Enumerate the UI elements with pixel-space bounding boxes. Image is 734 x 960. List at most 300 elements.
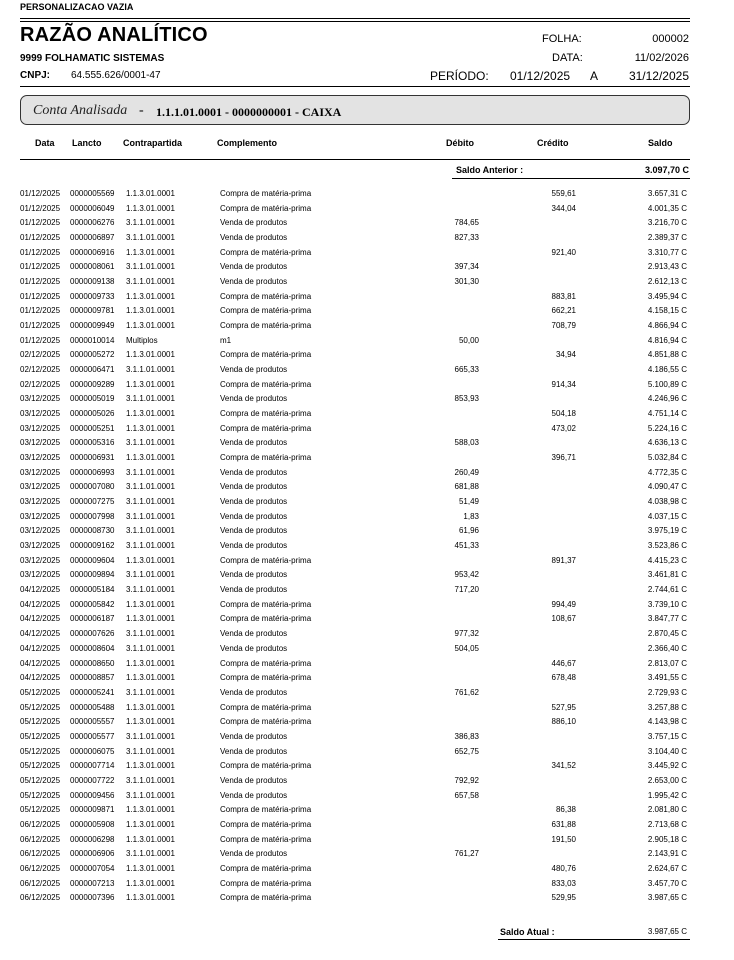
row-date: 01/12/2025 xyxy=(20,218,61,228)
row-contrapartida: 1.1.3.01.0001 xyxy=(126,247,175,257)
table-row xyxy=(0,363,734,378)
table-row xyxy=(0,348,734,363)
row-debito: 51,49 xyxy=(458,497,479,507)
row-saldo: 4.038,98 C xyxy=(647,497,687,507)
row-saldo: 2.366,40 C xyxy=(647,643,687,653)
cnpj-label: CNPJ: xyxy=(20,70,51,81)
row-lancto: 0000009456 xyxy=(70,790,115,800)
row-date: 01/12/2025 xyxy=(20,189,61,198)
row-contrapartida: 3.1.1.01.0001 xyxy=(126,277,175,287)
row-date: 03/12/2025 xyxy=(20,453,61,463)
row-contrapartida: 1.1.3.01.0001 xyxy=(126,893,175,903)
row-contrapartida: 1.1.3.01.0001 xyxy=(126,453,175,463)
column-header-rule xyxy=(20,159,690,160)
row-lancto: 0000006916 xyxy=(70,247,115,257)
row-complemento: Compra de matéria-prima xyxy=(220,189,312,198)
table-row xyxy=(0,627,734,642)
row-debito: 652,75 xyxy=(454,746,479,756)
row-complemento: Compra de matéria-prima xyxy=(220,893,312,903)
row-lancto: 0000005184 xyxy=(70,585,115,595)
row-complemento: Venda de produtos xyxy=(220,218,288,228)
row-lancto: 0000007998 xyxy=(70,511,115,521)
row-complemento: Venda de produtos xyxy=(220,731,288,741)
row-date: 05/12/2025 xyxy=(20,717,61,727)
period-end: 31/12/2025 xyxy=(628,69,689,83)
row-complemento: Venda de produtos xyxy=(220,687,288,697)
row-date: 06/12/2025 xyxy=(20,878,61,888)
row-date: 03/12/2025 xyxy=(20,526,61,536)
header-bottom-rule xyxy=(20,86,690,87)
row-debito: 681,88 xyxy=(454,482,479,492)
saldo-atual-value: 3.987,65 C xyxy=(647,927,687,936)
row-lancto: 0000005908 xyxy=(70,819,115,829)
row-contrapartida: 3.1.1.01.0001 xyxy=(126,731,175,741)
row-credito: 559,61 xyxy=(551,189,576,198)
saldo-anterior-value: 3.097,70 C xyxy=(644,165,689,175)
row-saldo: 3.847,77 C xyxy=(647,614,687,624)
row-complemento: Compra de matéria-prima xyxy=(220,805,312,815)
row-credito: 994,49 xyxy=(551,599,576,609)
row-lancto: 0000007054 xyxy=(70,863,115,873)
row-lancto: 0000008857 xyxy=(70,673,115,683)
table-row xyxy=(0,319,734,334)
row-saldo: 4.415,23 C xyxy=(647,555,687,565)
row-saldo: 1.995,42 C xyxy=(647,790,687,800)
row-credito: 344,04 xyxy=(551,203,576,213)
row-lancto: 0000008650 xyxy=(70,658,115,668)
row-complemento: Compra de matéria-prima xyxy=(220,291,312,301)
row-contrapartida: 3.1.1.01.0001 xyxy=(126,629,175,639)
table-row xyxy=(0,891,734,906)
period-label: PERÍODO: xyxy=(430,69,489,83)
row-date: 06/12/2025 xyxy=(20,849,61,859)
row-lancto: 0000005251 xyxy=(70,423,115,433)
row-complemento: Compra de matéria-prima xyxy=(220,614,312,624)
table-row xyxy=(0,715,734,730)
row-complemento: Compra de matéria-prima xyxy=(220,599,312,609)
row-saldo: 3.975,19 C xyxy=(647,526,687,536)
row-credito: 480,76 xyxy=(551,863,576,873)
period-separator: A xyxy=(590,69,599,83)
row-complemento: Compra de matéria-prima xyxy=(220,247,312,257)
table-row xyxy=(0,480,734,495)
row-lancto: 0000007275 xyxy=(70,497,115,507)
row-saldo: 2.081,80 C xyxy=(647,805,687,815)
row-complemento: Venda de produtos xyxy=(220,497,288,507)
row-contrapartida: 1.1.3.01.0001 xyxy=(126,306,175,316)
column-header-credito: Crédito xyxy=(537,138,569,148)
row-date: 03/12/2025 xyxy=(20,438,61,448)
table-row xyxy=(0,568,734,583)
row-lancto: 0000007626 xyxy=(70,629,115,639)
period-start: 01/12/2025 xyxy=(510,69,571,83)
row-complemento: Venda de produtos xyxy=(220,467,288,477)
row-complemento: Venda de produtos xyxy=(220,541,288,551)
personalization-label: PERSONALIZACAO VAZIA xyxy=(20,2,134,12)
row-saldo: 3.987,65 C xyxy=(647,893,687,903)
row-saldo: 4.772,35 C xyxy=(647,467,687,477)
row-date: 05/12/2025 xyxy=(20,746,61,756)
row-debito: 260,49 xyxy=(454,467,479,477)
table-row xyxy=(0,612,734,627)
row-contrapartida: 1.1.3.01.0001 xyxy=(126,409,175,419)
table-row xyxy=(0,510,734,525)
row-lancto: 0000009733 xyxy=(70,291,115,301)
row-lancto: 0000008730 xyxy=(70,526,115,536)
row-complemento: Compra de matéria-prima xyxy=(220,834,312,844)
table-row xyxy=(0,524,734,539)
row-saldo: 3.257,88 C xyxy=(647,702,687,712)
row-date: 01/12/2025 xyxy=(20,321,61,331)
folha-value: 000002 xyxy=(652,33,689,45)
table-row xyxy=(0,583,734,598)
row-complemento: Venda de produtos xyxy=(220,438,288,448)
row-date: 02/12/2025 xyxy=(20,350,61,360)
table-row xyxy=(0,451,734,466)
row-lancto: 0000007396 xyxy=(70,893,115,903)
folha-label: FOLHA: xyxy=(542,33,582,45)
row-contrapartida: 3.1.1.01.0001 xyxy=(126,365,175,375)
table-row xyxy=(0,378,734,393)
row-saldo: 4.866,94 C xyxy=(647,321,687,331)
row-contrapartida: 1.1.3.01.0001 xyxy=(126,834,175,844)
row-saldo: 3.310,77 C xyxy=(647,247,687,257)
row-saldo: 4.246,96 C xyxy=(647,394,687,404)
row-debito: 61,96 xyxy=(458,526,479,536)
row-lancto: 0000006075 xyxy=(70,746,115,756)
row-lancto: 0000006187 xyxy=(70,614,115,624)
row-date: 03/12/2025 xyxy=(20,497,61,507)
row-lancto: 0000006298 xyxy=(70,834,115,844)
row-saldo: 2.143,91 C xyxy=(647,849,687,859)
row-lancto: 0000006906 xyxy=(70,849,115,859)
row-lancto: 0000009162 xyxy=(70,541,115,551)
row-lancto: 0000010014 xyxy=(70,335,115,345)
row-debito: 977,32 xyxy=(454,629,479,639)
row-lancto: 0000006993 xyxy=(70,467,115,477)
row-saldo: 2.653,00 C xyxy=(647,775,687,785)
row-credito: 341,52 xyxy=(551,761,576,771)
row-contrapartida: 3.1.1.01.0001 xyxy=(126,570,175,580)
row-contrapartida: 3.1.1.01.0001 xyxy=(126,233,175,243)
row-contrapartida: 3.1.1.01.0001 xyxy=(126,849,175,859)
table-row xyxy=(0,304,734,319)
row-date: 04/12/2025 xyxy=(20,599,61,609)
row-date: 05/12/2025 xyxy=(20,775,61,785)
table-row xyxy=(0,759,734,774)
saldo-anterior-rule xyxy=(452,178,690,179)
row-date: 06/12/2025 xyxy=(20,863,61,873)
table-row xyxy=(0,642,734,657)
account-separator: - xyxy=(139,103,144,118)
row-contrapartida: 3.1.1.01.0001 xyxy=(126,687,175,697)
row-contrapartida: 1.1.3.01.0001 xyxy=(126,321,175,331)
row-complemento: Compra de matéria-prima xyxy=(220,878,312,888)
row-saldo: 2.813,07 C xyxy=(647,658,687,668)
header-top-rule-2 xyxy=(20,21,690,22)
row-complemento: Venda de produtos xyxy=(220,790,288,800)
row-credito: 631,88 xyxy=(551,819,576,829)
table-row xyxy=(0,290,734,305)
row-complemento: Venda de produtos xyxy=(220,394,288,404)
column-header-contrapartida: Contrapartida xyxy=(123,138,183,148)
row-contrapartida: 3.1.1.01.0001 xyxy=(126,511,175,521)
row-credito: 921,40 xyxy=(551,247,576,257)
row-date: 03/12/2025 xyxy=(20,570,61,580)
row-lancto: 0000006276 xyxy=(70,218,115,228)
row-contrapartida: 1.1.3.01.0001 xyxy=(126,878,175,888)
row-saldo: 5.032,84 C xyxy=(647,453,687,463)
row-date: 06/12/2025 xyxy=(20,819,61,829)
row-debito: 761,62 xyxy=(454,687,479,697)
row-contrapartida: 3.1.1.01.0001 xyxy=(126,262,175,272)
row-date: 01/12/2025 xyxy=(20,262,61,272)
row-lancto: 0000005842 xyxy=(70,599,115,609)
column-header-complemento: Complemento xyxy=(217,138,278,148)
row-debito: 504,05 xyxy=(454,643,479,653)
row-date: 05/12/2025 xyxy=(20,687,61,697)
table-row xyxy=(0,774,734,789)
row-date: 01/12/2025 xyxy=(20,306,61,316)
row-complemento: Venda de produtos xyxy=(220,511,288,521)
table-row xyxy=(0,686,734,701)
account-value: 1.1.1.01.0001 - 0000000001 - CAIXA xyxy=(156,105,342,119)
row-credito: 708,79 xyxy=(551,321,576,331)
row-date: 05/12/2025 xyxy=(20,761,61,771)
row-complemento: Venda de produtos xyxy=(220,585,288,595)
row-complemento: Compra de matéria-prima xyxy=(220,863,312,873)
row-contrapartida: 3.1.1.01.0001 xyxy=(126,467,175,477)
row-contrapartida: 3.1.1.01.0001 xyxy=(126,526,175,536)
row-contrapartida: 1.1.3.01.0001 xyxy=(126,717,175,727)
row-date: 05/12/2025 xyxy=(20,702,61,712)
row-lancto: 0000007213 xyxy=(70,878,115,888)
table-row xyxy=(0,833,734,848)
row-saldo: 5.100,89 C xyxy=(647,379,687,389)
row-lancto: 0000006471 xyxy=(70,365,115,375)
row-contrapartida: 3.1.1.01.0001 xyxy=(126,482,175,492)
row-lancto: 0000006049 xyxy=(70,203,115,213)
row-date: 06/12/2025 xyxy=(20,893,61,903)
row-debito: 784,65 xyxy=(454,218,479,228)
table-row xyxy=(0,598,734,613)
row-complemento: Venda de produtos xyxy=(220,643,288,653)
row-contrapartida: 1.1.3.01.0001 xyxy=(126,379,175,389)
row-complemento: Compra de matéria-prima xyxy=(220,409,312,419)
row-lancto: 0000008604 xyxy=(70,643,115,653)
row-credito: 914,34 xyxy=(551,379,576,389)
row-complemento: Compra de matéria-prima xyxy=(220,717,312,727)
row-contrapartida: 1.1.3.01.0001 xyxy=(126,658,175,668)
row-complemento: Compra de matéria-prima xyxy=(220,819,312,829)
row-date: 04/12/2025 xyxy=(20,629,61,639)
table-row xyxy=(0,657,734,672)
row-complemento: Venda de produtos xyxy=(220,629,288,639)
table-row xyxy=(0,745,734,760)
column-header-debito: Débito xyxy=(446,138,474,148)
row-contrapartida: 3.1.1.01.0001 xyxy=(126,541,175,551)
row-contrapartida: 1.1.3.01.0001 xyxy=(126,673,175,683)
row-credito: 446,67 xyxy=(551,658,576,668)
row-complemento: Compra de matéria-prima xyxy=(220,203,312,213)
table-row xyxy=(0,495,734,510)
row-saldo: 4.143,98 C xyxy=(647,717,687,727)
table-row xyxy=(0,334,734,349)
table-row xyxy=(0,275,734,290)
row-lancto: 0000005026 xyxy=(70,409,115,419)
row-saldo: 3.104,40 C xyxy=(647,746,687,756)
row-saldo: 2.389,37 C xyxy=(647,233,687,243)
table-row xyxy=(0,803,734,818)
row-saldo: 3.495,94 C xyxy=(647,291,687,301)
row-saldo: 4.158,15 C xyxy=(647,306,687,316)
saldo-atual-rule xyxy=(498,939,690,940)
row-credito: 34,94 xyxy=(555,350,576,360)
row-saldo: 3.491,55 C xyxy=(647,673,687,683)
row-debito: 588,03 xyxy=(454,438,479,448)
table-row xyxy=(0,554,734,569)
table-row xyxy=(0,789,734,804)
row-debito: 717,20 xyxy=(454,585,479,595)
table-row xyxy=(0,202,734,217)
report-title: RAZÃO ANALÍTICO xyxy=(20,24,208,46)
row-complemento: Compra de matéria-prima xyxy=(220,555,312,565)
row-lancto: 0000005557 xyxy=(70,717,115,727)
header-top-rule xyxy=(20,18,690,19)
row-complemento: Compra de matéria-prima xyxy=(220,350,312,360)
row-complemento: Compra de matéria-prima xyxy=(220,321,312,331)
row-complemento: Compra de matéria-prima xyxy=(220,379,312,389)
row-date: 03/12/2025 xyxy=(20,541,61,551)
row-complemento: Venda de produtos xyxy=(220,746,288,756)
company-name: 9999 FOLHAMATIC SISTEMAS xyxy=(20,53,165,64)
date-label: DATA: xyxy=(552,52,583,64)
row-saldo: 2.612,13 C xyxy=(647,277,687,287)
row-lancto: 0000005019 xyxy=(70,394,115,404)
table-row xyxy=(0,231,734,246)
row-saldo: 4.636,13 C xyxy=(647,438,687,448)
row-contrapartida: 3.1.1.01.0001 xyxy=(126,746,175,756)
row-debito: 953,42 xyxy=(454,570,479,580)
row-complemento: Compra de matéria-prima xyxy=(220,658,312,668)
row-debito: 301,30 xyxy=(454,277,479,287)
table-row xyxy=(0,422,734,437)
row-date: 03/12/2025 xyxy=(20,467,61,477)
table-row xyxy=(0,436,734,451)
row-date: 04/12/2025 xyxy=(20,673,61,683)
row-saldo: 4.090,47 C xyxy=(647,482,687,492)
row-credito: 678,48 xyxy=(551,673,576,683)
row-saldo: 2.870,45 C xyxy=(647,629,687,639)
row-credito: 108,67 xyxy=(551,614,576,624)
row-saldo: 2.744,61 C xyxy=(647,585,687,595)
row-complemento: Venda de produtos xyxy=(220,233,288,243)
row-saldo: 2.713,68 C xyxy=(647,819,687,829)
row-complemento: Venda de produtos xyxy=(220,526,288,536)
row-contrapartida: 3.1.1.01.0001 xyxy=(126,497,175,507)
row-date: 01/12/2025 xyxy=(20,233,61,243)
row-credito: 886,10 xyxy=(551,717,576,727)
table-row xyxy=(0,730,734,745)
table-row xyxy=(0,260,734,275)
row-debito: 657,58 xyxy=(454,790,479,800)
row-lancto: 0000005577 xyxy=(70,731,115,741)
row-credito: 662,21 xyxy=(551,306,576,316)
table-row xyxy=(0,701,734,716)
row-lancto: 0000009894 xyxy=(70,570,115,580)
row-saldo: 3.216,70 C xyxy=(647,218,687,228)
table-row xyxy=(0,466,734,481)
row-complemento: Venda de produtos xyxy=(220,365,288,375)
row-date: 05/12/2025 xyxy=(20,790,61,800)
row-date: 03/12/2025 xyxy=(20,423,61,433)
row-lancto: 0000006931 xyxy=(70,453,115,463)
row-contrapartida: Multiplos xyxy=(126,335,158,345)
row-date: 02/12/2025 xyxy=(20,379,61,389)
row-contrapartida: 3.1.1.01.0001 xyxy=(126,775,175,785)
row-lancto: 0000009949 xyxy=(70,321,115,331)
table-row xyxy=(0,539,734,554)
row-credito: 833,03 xyxy=(551,878,576,888)
row-debito: 386,83 xyxy=(454,731,479,741)
row-complemento: m1 xyxy=(220,335,232,345)
row-credito: 529,95 xyxy=(551,893,576,903)
row-lancto: 0000008061 xyxy=(70,262,115,272)
row-lancto: 0000009781 xyxy=(70,306,115,316)
row-date: 01/12/2025 xyxy=(20,291,61,301)
row-complemento: Compra de matéria-prima xyxy=(220,761,312,771)
row-credito: 527,95 xyxy=(551,702,576,712)
row-lancto: 0000005316 xyxy=(70,438,115,448)
row-contrapartida: 1.1.3.01.0001 xyxy=(126,189,175,198)
table-row xyxy=(0,847,734,862)
ledger-table xyxy=(0,187,734,906)
row-contrapartida: 1.1.3.01.0001 xyxy=(126,350,175,360)
row-saldo: 4.001,35 C xyxy=(647,203,687,213)
row-date: 01/12/2025 xyxy=(20,203,61,213)
row-complemento: Compra de matéria-prima xyxy=(220,453,312,463)
row-credito: 504,18 xyxy=(551,409,576,419)
row-saldo: 3.739,10 C xyxy=(647,599,687,609)
column-header-saldo: Saldo xyxy=(648,138,673,148)
row-saldo: 4.816,94 C xyxy=(647,335,687,345)
row-credito: 191,50 xyxy=(551,834,576,844)
row-date: 04/12/2025 xyxy=(20,614,61,624)
row-saldo: 3.461,81 C xyxy=(647,570,687,580)
table-row xyxy=(0,392,734,407)
row-complemento: Venda de produtos xyxy=(220,849,288,859)
row-date: 01/12/2025 xyxy=(20,247,61,257)
row-contrapartida: 1.1.3.01.0001 xyxy=(126,291,175,301)
row-lancto: 0000005272 xyxy=(70,350,115,360)
table-row xyxy=(0,818,734,833)
saldo-atual-label: Saldo Atual : xyxy=(500,927,555,937)
row-date: 04/12/2025 xyxy=(20,585,61,595)
row-contrapartida: 3.1.1.01.0001 xyxy=(126,218,175,228)
row-lancto: 0000009138 xyxy=(70,277,115,287)
row-saldo: 5.224,16 C xyxy=(647,423,687,433)
row-saldo: 2.913,43 C xyxy=(647,262,687,272)
row-contrapartida: 1.1.3.01.0001 xyxy=(126,555,175,565)
row-contrapartida: 3.1.1.01.0001 xyxy=(126,394,175,404)
table-row xyxy=(0,862,734,877)
row-date: 02/12/2025 xyxy=(20,365,61,375)
row-lancto: 0000007722 xyxy=(70,775,115,785)
row-debito: 792,92 xyxy=(454,775,479,785)
row-contrapartida: 3.1.1.01.0001 xyxy=(126,585,175,595)
table-row xyxy=(0,877,734,892)
row-lancto: 0000005488 xyxy=(70,702,115,712)
